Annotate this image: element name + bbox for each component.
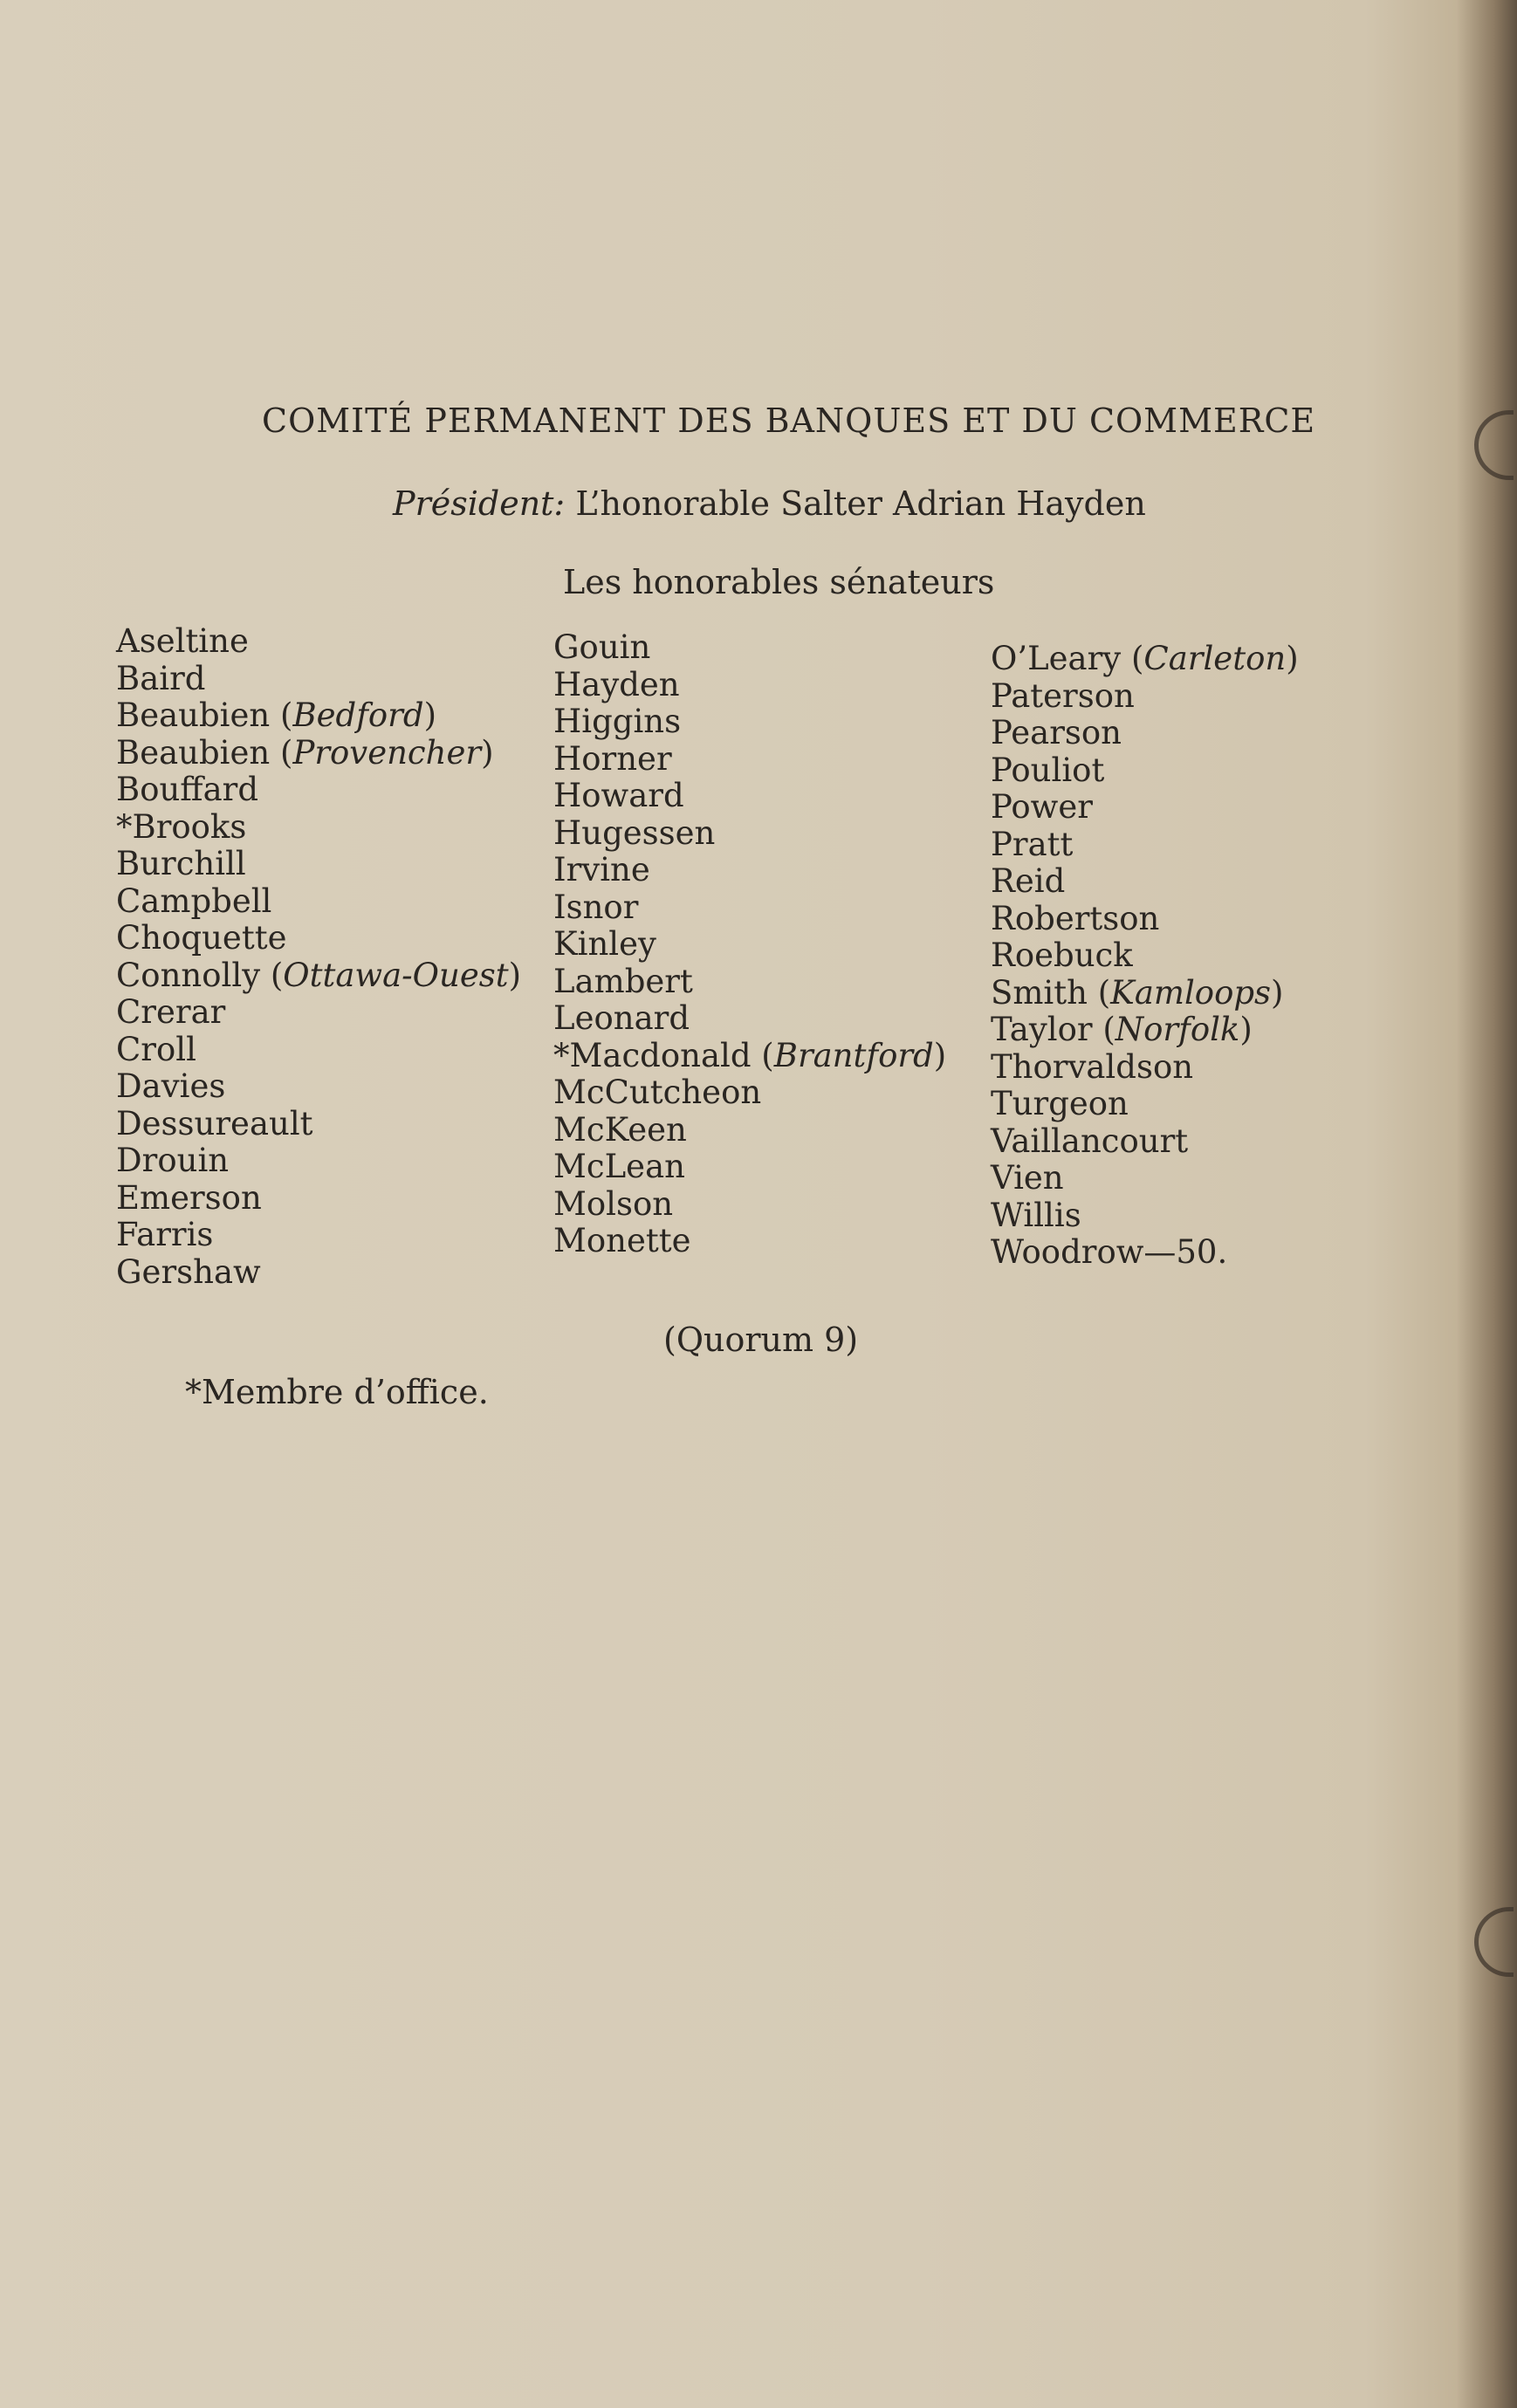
member-item	[553, 852, 946, 889]
member-item	[991, 1160, 1299, 1197]
member-item	[553, 1074, 946, 1112]
member-item	[116, 1180, 521, 1218]
member-name: Beaubien	[116, 733, 271, 772]
member-name: Roebuck	[991, 936, 1133, 974]
member-name: Drouin	[116, 1142, 230, 1179]
member-name: Robertson	[991, 899, 1160, 937]
member-item	[991, 1049, 1299, 1087]
member-name: Connolly	[116, 956, 261, 994]
member-name: Howard	[553, 777, 684, 814]
member-item	[991, 1123, 1299, 1161]
member-name: Bouffard	[116, 771, 259, 808]
member-item	[553, 926, 946, 964]
member-name: Dessureault	[116, 1104, 313, 1142]
members-column-1	[116, 623, 521, 1291]
member-constituency: Kamloops	[1110, 973, 1272, 1012]
member-item	[991, 901, 1299, 938]
members-column-3	[991, 641, 1299, 1272]
member-item	[991, 1197, 1299, 1235]
member-name: McCutcheon	[553, 1074, 762, 1111]
member-name: Crerar	[116, 993, 226, 1031]
member-name: Hayden	[553, 665, 680, 703]
member-item	[553, 778, 946, 815]
member-name: Higgins	[553, 703, 682, 740]
member-name: Davies	[116, 1067, 226, 1105]
member-item	[991, 678, 1299, 716]
member-name: Isnor	[553, 888, 639, 926]
member-name: Smith	[991, 973, 1088, 1012]
member-name: Croll	[116, 1030, 196, 1068]
member-name: Hugessen	[553, 813, 716, 852]
president-line	[393, 484, 1178, 523]
member-name: Leonard	[553, 999, 690, 1037]
member-name: Irvine	[553, 851, 650, 888]
member-item: Taylor (Norfolk)	[991, 1011, 1253, 1048]
member-name: Molson	[553, 1184, 674, 1223]
member-name: Pratt	[991, 825, 1074, 863]
member-name: *Macdonald	[553, 1036, 752, 1074]
member-constituency: Carleton	[1143, 640, 1287, 677]
member-item	[991, 789, 1299, 827]
member-item	[553, 1112, 946, 1149]
member-item	[116, 1032, 521, 1069]
president-name: L’honorable Salter Adrian Hayden	[575, 484, 1146, 523]
member-name: Farris	[116, 1216, 214, 1253]
member-constituency: Brantford	[773, 1036, 934, 1074]
member-item	[553, 1223, 946, 1260]
member-item: *Macdonald (Brantford)	[553, 1036, 947, 1074]
member-item: Beaubien (Provencher)	[116, 733, 494, 772]
members-column-2	[553, 629, 946, 1260]
member-name: Power	[991, 788, 1093, 826]
member-item	[116, 1217, 521, 1254]
member-item	[991, 827, 1299, 864]
member-item	[553, 964, 946, 1001]
member-name: Emerson	[116, 1178, 262, 1217]
member-name: Reid	[991, 862, 1066, 900]
member-name: Monette	[553, 1222, 691, 1259]
member-item	[116, 846, 521, 883]
member-name: Burchill	[116, 845, 246, 882]
member-item	[116, 920, 521, 957]
member-name: McLean	[553, 1148, 685, 1185]
member-name: Horner	[553, 739, 672, 778]
member-constituency: Provencher	[292, 733, 482, 772]
member-item	[116, 809, 521, 847]
member-item: O’Leary (Carleton)	[991, 640, 1299, 677]
member-item	[991, 863, 1299, 901]
member-name: Vaillancourt	[991, 1122, 1189, 1160]
member-name: Choquette	[116, 919, 287, 957]
member-item	[991, 752, 1299, 790]
member-constituency: Norfolk	[1115, 1011, 1240, 1048]
committee-title: COMITÉ PERMANENT DES BANQUES ET DU COMMERCE	[262, 401, 1316, 440]
member-item: Smith (Kamloops)	[991, 973, 1284, 1012]
member-item	[553, 1149, 946, 1186]
member-item	[553, 889, 946, 927]
member-name: Pearson	[991, 714, 1122, 751]
ex-officio-footnote: *Membre d’office.	[185, 1373, 489, 1411]
member-name: Campbell	[116, 882, 272, 920]
member-name: Gershaw	[116, 1252, 261, 1291]
member-name: Woodrow—50.	[991, 1233, 1228, 1271]
member-item	[116, 1068, 521, 1106]
member-item	[553, 667, 946, 704]
member-item	[553, 629, 946, 667]
member-item	[553, 741, 946, 779]
member-name: Kinley	[553, 925, 656, 963]
member-name: Taylor	[991, 1011, 1093, 1048]
member-item	[116, 772, 521, 809]
member-item	[116, 1142, 521, 1180]
member-name: Pouliot	[991, 751, 1105, 789]
member-name: Turgeon	[991, 1085, 1129, 1122]
member-name: Vien	[991, 1159, 1064, 1197]
member-name: Gouin	[553, 628, 651, 666]
member-item	[116, 883, 521, 921]
member-name: O’Leary	[991, 640, 1122, 677]
member-item	[116, 661, 521, 698]
member-item	[991, 715, 1299, 752]
member-constituency: Bedford	[292, 696, 424, 734]
member-item	[116, 1106, 521, 1143]
member-name: Baird	[116, 659, 206, 697]
member-name: Aseltine	[116, 622, 249, 660]
member-item	[553, 1186, 946, 1224]
member-name: Willis	[991, 1196, 1081, 1234]
member-name: *Brooks	[116, 807, 247, 846]
member-item	[553, 815, 946, 853]
senators-heading: Les honorables sénateurs	[563, 563, 995, 601]
member-name: Thorvaldson	[991, 1047, 1194, 1086]
president-label: Président:	[393, 484, 566, 523]
member-item	[116, 1254, 521, 1292]
member-item	[553, 703, 946, 741]
member-item	[116, 994, 521, 1032]
member-item: Beaubien (Bedford)	[116, 696, 436, 734]
member-constituency: Ottawa-Ouest	[283, 956, 509, 994]
member-item	[553, 1000, 946, 1038]
member-name: Lambert	[553, 962, 693, 1000]
member-item: Connolly (Ottawa-Ouest)	[116, 956, 522, 994]
member-item	[991, 1234, 1299, 1272]
member-name: McKeen	[553, 1110, 687, 1149]
member-name: Paterson	[991, 676, 1135, 715]
member-name: Beaubien	[116, 696, 271, 734]
quorum-note: (Quorum 9)	[663, 1321, 859, 1359]
member-item	[116, 623, 521, 661]
member-item	[991, 937, 1299, 975]
member-item	[991, 1086, 1299, 1123]
